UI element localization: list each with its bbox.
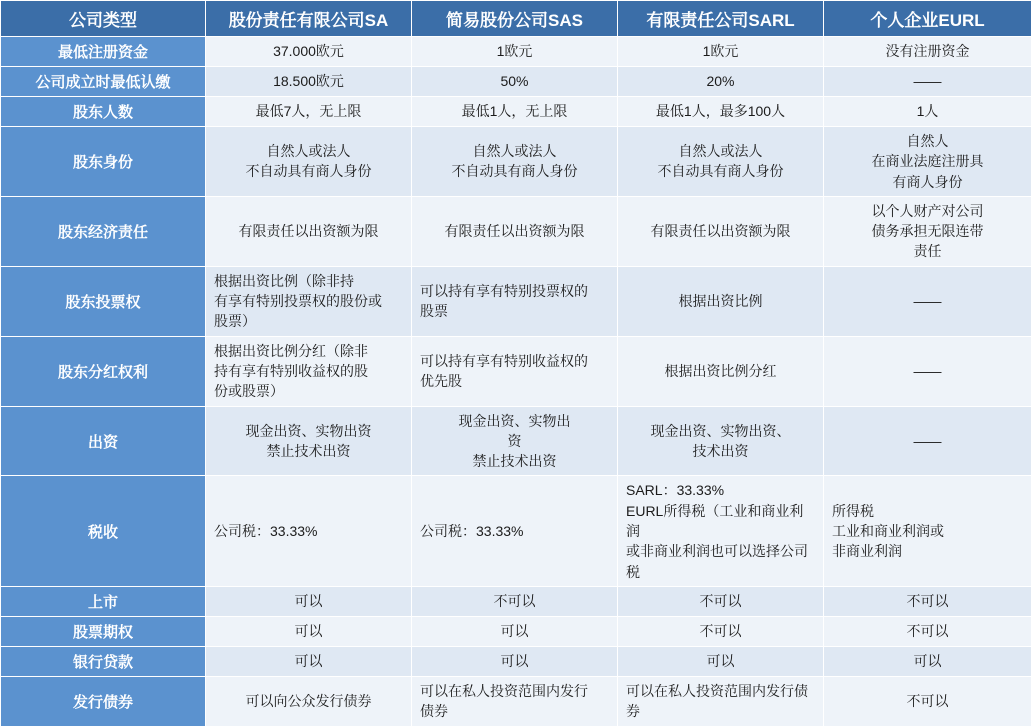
header-cell-sas: 简易股份公司SAS — [412, 1, 618, 37]
cell-line: 禁止技术出资 — [472, 453, 557, 470]
table-cell — [618, 196, 824, 266]
cell-line: 根据出资比例（除非持 — [214, 272, 354, 289]
cell-line: 有享有特别投票权的股份或 — [214, 293, 382, 310]
table-cell — [412, 676, 618, 726]
cell-line: SARL：33.33% — [626, 482, 725, 499]
table-cell — [618, 646, 824, 676]
table-cell — [618, 37, 824, 67]
table-cell — [412, 616, 618, 646]
table-cell — [206, 676, 412, 726]
cell-line: 自然人或法人 — [678, 143, 763, 160]
table-cell — [824, 37, 1032, 67]
row-label: 股东分红权利 — [1, 336, 206, 406]
table-row — [1, 646, 1032, 676]
cell-line: 有限责任以出资额为限 — [650, 223, 791, 240]
row-label: 股东身份 — [1, 127, 206, 197]
cell-line: 不可以 — [699, 623, 742, 640]
row-label: 股票期权 — [1, 616, 206, 646]
cell-line: 不可以 — [493, 593, 536, 610]
cell-line: 可以 — [500, 623, 529, 640]
table-header-row — [1, 1, 1032, 37]
table-cell — [824, 616, 1032, 646]
cell-line: 在商业法庭注册具 — [871, 153, 984, 170]
cell-line: 税 — [626, 563, 640, 580]
cell-line: 非商业利润 — [832, 543, 902, 560]
table-row — [1, 67, 1032, 97]
header-cell-eurl: 个人企业EURL — [824, 1, 1032, 37]
cell-line: 自然人或法人 — [472, 143, 557, 160]
table-cell — [824, 97, 1032, 127]
table-cell — [824, 67, 1032, 97]
table-cell — [412, 196, 618, 266]
cell-line: 可以 — [294, 653, 323, 670]
cell-line: 公司税：33.33% — [420, 523, 524, 540]
row-label: 税收 — [1, 476, 206, 586]
cell-line: 份或股票） — [214, 383, 284, 400]
cell-line: 最低1人，最多100人 — [655, 103, 786, 120]
table-cell — [618, 406, 824, 476]
cell-line: 18.500欧元 — [273, 73, 344, 90]
header-cell-company-type: 公司类型 — [1, 1, 206, 37]
cell-line: 可以持有享有特别收益权的 — [420, 352, 588, 369]
table-cell — [206, 476, 412, 586]
table-cell — [412, 336, 618, 406]
cell-line: 最低7人，无上限 — [255, 103, 362, 120]
table-cell — [824, 127, 1032, 197]
table-cell — [824, 476, 1032, 586]
table-cell — [824, 266, 1032, 336]
cell-line: 股票 — [420, 303, 448, 320]
table-cell — [412, 266, 618, 336]
cell-line: 技术出资 — [692, 443, 749, 459]
table-cell — [206, 616, 412, 646]
row-label: 股东经济责任 — [1, 196, 206, 266]
row-label: 上市 — [1, 586, 206, 616]
table-cell — [412, 127, 618, 197]
table-cell — [206, 97, 412, 127]
cell-line: 券 — [626, 703, 640, 720]
cell-line: 1人 — [916, 103, 939, 120]
cell-line: 或非商业利润也可以选择公司 — [626, 543, 808, 560]
table-row — [1, 676, 1032, 726]
cell-line: 自然人或法人 — [266, 143, 351, 160]
cell-line: 没有注册资金 — [885, 43, 970, 60]
cell-line: 可以 — [500, 653, 529, 670]
row-label: 股东人数 — [1, 97, 206, 127]
cell-line: 有商人身份 — [892, 173, 963, 190]
cell-line: 1欧元 — [702, 43, 739, 60]
table-cell — [618, 676, 824, 726]
table-cell — [206, 67, 412, 97]
table-cell — [412, 97, 618, 127]
cell-line: 可以在私人投资范围内发行债 — [626, 682, 808, 699]
cell-line: —— — [913, 293, 942, 310]
cell-line: —— — [913, 432, 942, 449]
cell-line: 可以 — [706, 653, 735, 670]
table-cell — [412, 406, 618, 476]
table-row — [1, 476, 1032, 586]
cell-line: 37.000欧元 — [273, 43, 344, 60]
table-cell — [824, 196, 1032, 266]
cell-line: 所得税 — [832, 502, 874, 519]
table-cell — [618, 616, 824, 646]
cell-line: 禁止技术出资 — [266, 443, 351, 459]
table-cell — [618, 586, 824, 616]
row-label: 出资 — [1, 406, 206, 476]
cell-line: 根据出资比例分红 — [664, 362, 777, 379]
row-label: 最低注册资金 — [1, 37, 206, 67]
cell-line: 根据出资比例 — [678, 293, 763, 310]
cell-line: 现金出资、实物出 — [458, 412, 571, 429]
cell-line: 责任 — [913, 243, 942, 260]
cell-line: 不自动具有商人身份 — [451, 163, 578, 180]
cell-line: 以个人财产对公司 — [871, 202, 984, 219]
table-cell — [206, 586, 412, 616]
table-cell — [618, 67, 824, 97]
cell-line: 股票） — [214, 313, 256, 330]
table-cell — [824, 336, 1032, 406]
table-cell — [618, 336, 824, 406]
cell-line: 有限责任以出资额为限 — [238, 223, 379, 240]
cell-line: 债券 — [420, 703, 448, 720]
table-cell — [618, 97, 824, 127]
cell-line: 可以 — [294, 593, 323, 610]
table-cell — [412, 67, 618, 97]
table-cell — [824, 406, 1032, 476]
table-cell — [824, 676, 1032, 726]
table-cell — [824, 586, 1032, 616]
cell-line: 不可以 — [906, 623, 949, 640]
table-cell — [412, 646, 618, 676]
header-cell-sarl: 有限责任公司SARL — [618, 1, 824, 37]
table-cell — [206, 196, 412, 266]
cell-line: 1欧元 — [496, 43, 533, 60]
cell-line: 不自动具有商人身份 — [245, 163, 372, 180]
table-row — [1, 336, 1032, 406]
cell-line: 自然人 — [906, 133, 949, 149]
cell-line: 不自动具有商人身份 — [657, 163, 784, 180]
table-cell — [206, 127, 412, 197]
cell-line: 50% — [500, 73, 529, 90]
cell-line: 可以向公众发行债券 — [245, 693, 372, 710]
table-cell — [412, 37, 618, 67]
table-cell — [206, 37, 412, 67]
table-cell — [206, 266, 412, 336]
cell-line: 可以持有享有特别投票权的 — [420, 282, 588, 299]
cell-line: 持有享有特别收益权的股 — [214, 362, 368, 379]
cell-line: 最低1人，无上限 — [461, 103, 568, 120]
cell-line: 不可以 — [699, 593, 742, 610]
table-cell — [618, 476, 824, 586]
cell-line: 可以 — [913, 653, 942, 670]
cell-line: 现金出资、实物出资、 — [650, 422, 791, 439]
header-cell-sa: 股份责任有限公司SA — [206, 1, 412, 37]
table-row — [1, 406, 1032, 476]
cell-line: 公司税：33.33% — [214, 523, 318, 540]
cell-line: 工业和商业利润或 — [832, 523, 944, 540]
table-row — [1, 97, 1032, 127]
cell-line: 可以 — [294, 623, 323, 640]
cell-line: 有限责任以出资额为限 — [444, 223, 585, 240]
cell-line: 不可以 — [906, 693, 949, 710]
cell-line: —— — [913, 73, 942, 90]
table-cell — [206, 406, 412, 476]
table-cell — [412, 476, 618, 586]
row-label: 公司成立时最低认缴 — [1, 67, 206, 97]
row-label: 银行贷款 — [1, 646, 206, 676]
row-label: 发行债券 — [1, 676, 206, 726]
table-cell — [206, 336, 412, 406]
table-body — [1, 37, 1032, 727]
table-row — [1, 37, 1032, 67]
cell-line: 不可以 — [906, 593, 949, 610]
cell-line: 20% — [706, 73, 735, 90]
table-cell — [618, 127, 824, 197]
row-label: 股东投票权 — [1, 266, 206, 336]
table-header — [1, 1, 1032, 37]
table-row — [1, 196, 1032, 266]
cell-line: EURL所得税（工业和商业利润 — [626, 502, 804, 540]
table-row — [1, 127, 1032, 197]
cell-line: 可以在私人投资范围内发行 — [420, 682, 588, 699]
cell-line: 优先股 — [420, 373, 462, 390]
table-cell — [618, 266, 824, 336]
table-cell — [412, 586, 618, 616]
cell-line: —— — [913, 362, 942, 379]
table-cell — [206, 646, 412, 676]
table-cell — [824, 646, 1032, 676]
table-row — [1, 616, 1032, 646]
cell-line: 债务承担无限连带 — [871, 223, 984, 240]
table-row — [1, 586, 1032, 616]
cell-line: 资 — [507, 432, 522, 449]
cell-line: 现金出资、实物出资 — [245, 422, 372, 439]
table-row — [1, 266, 1032, 336]
cell-line: 根据出资比例分红（除非 — [214, 342, 368, 359]
